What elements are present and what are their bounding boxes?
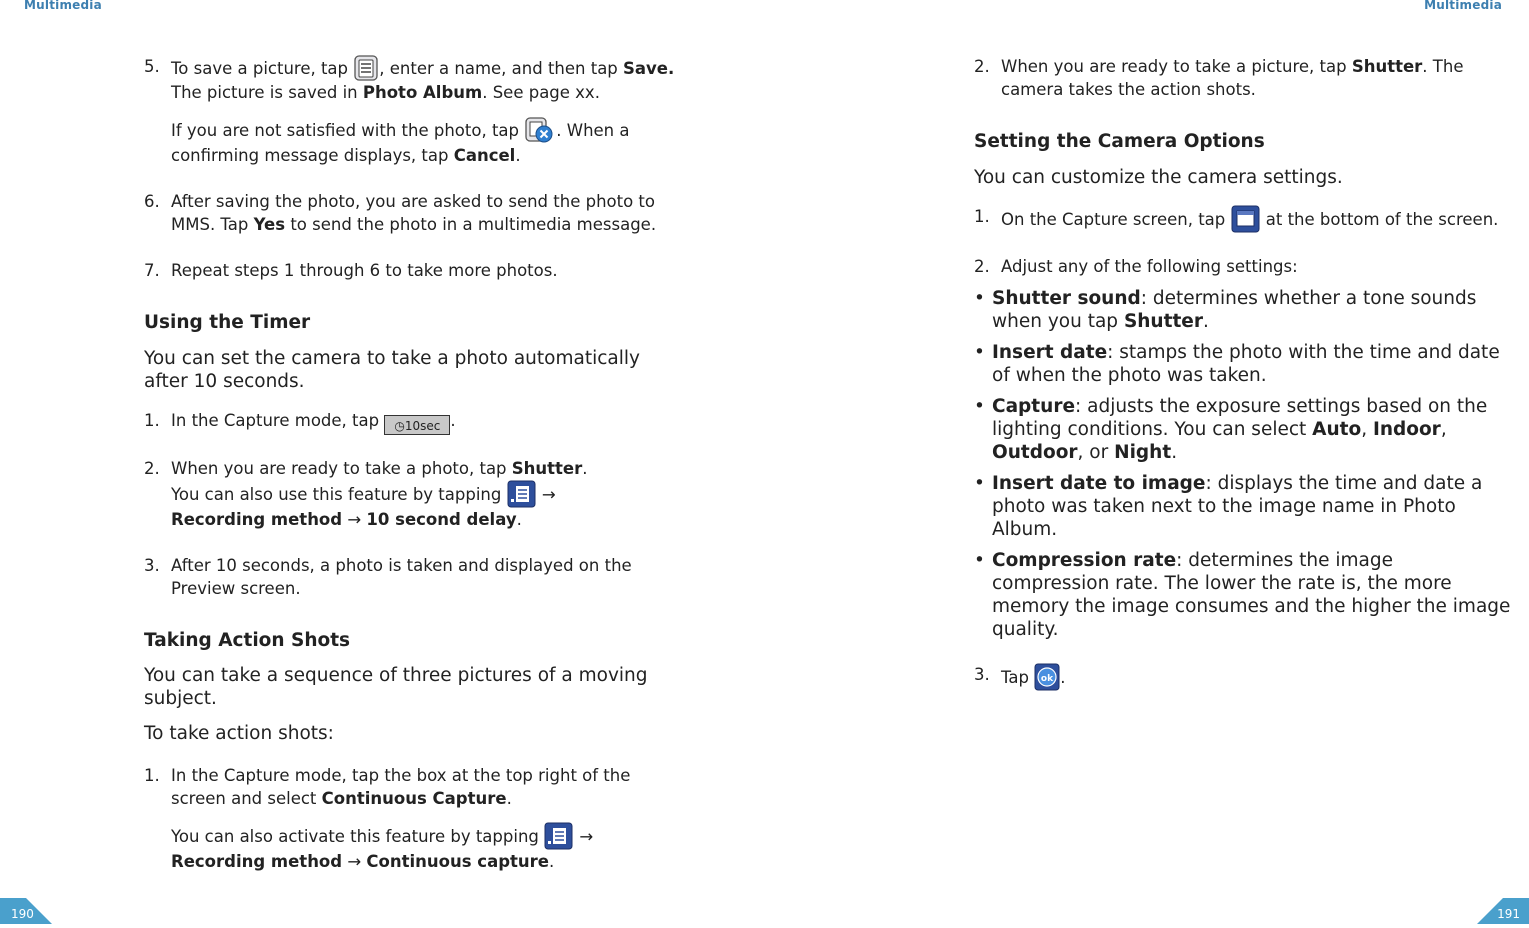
running-header-right: Multimedia — [1424, 0, 1502, 12]
step-text: . — [1060, 668, 1066, 687]
step-5-note — [144, 116, 684, 167]
step-number: 2. — [974, 57, 990, 76]
setting-insert-date-to-image — [974, 472, 1514, 541]
timer-10sec-icon: ◷10sec — [384, 415, 450, 435]
step-text: to send the photo in a multimedia message. — [285, 215, 657, 234]
step-text: . — [506, 789, 512, 808]
cancel-term: Cancel — [453, 146, 516, 165]
timer-step-3 — [144, 554, 684, 600]
setting-capture — [974, 395, 1514, 464]
setting-compression-rate — [974, 549, 1514, 641]
left-page-column — [144, 55, 684, 873]
bullet-glyph: • — [974, 342, 985, 363]
svg-text:ok: ok — [1041, 674, 1054, 684]
step-number: 2. — [974, 257, 990, 276]
save-term: Save. — [623, 59, 675, 78]
step-text: After 10 seconds, a photo is taken and displayed on the Preview screen. — [171, 556, 632, 598]
note-text: If you are not satisfied with the photo, tap — [171, 121, 525, 140]
options-step-2 — [974, 255, 1514, 278]
step-5 — [144, 55, 684, 104]
step-number: 3. — [144, 556, 160, 575]
yes-term: Yes — [253, 215, 286, 234]
arrow-glyph: → — [536, 485, 556, 504]
step-text: Tap — [1001, 668, 1035, 687]
note-text: . When a confirming message displays, tap — [171, 121, 630, 165]
bullet-text: , — [1440, 419, 1447, 440]
action-step-1-note — [144, 822, 684, 873]
bullet-text: . — [1202, 311, 1209, 332]
shutter-term: Shutter — [1123, 311, 1203, 332]
page-number-right: 191 — [1497, 907, 1520, 921]
step-text: When you are ready to take a picture, tap — [1001, 57, 1352, 76]
note-text: . — [515, 146, 521, 165]
bullet-text: : determines whether a tone sounds when you tap — [992, 288, 1477, 332]
step-number: 3. — [974, 665, 990, 684]
bullet-text: : adjusts the exposure settings based on the lighting conditions. You can select — [992, 396, 1488, 440]
settings-icon — [1231, 205, 1261, 233]
step-text: To save a picture, tap — [171, 59, 354, 78]
step-text: at the bottom of the screen. — [1260, 210, 1499, 229]
step-text: In the Capture mode, tap — [171, 411, 385, 430]
step-number: 1. — [144, 411, 160, 430]
step-number: 7. — [144, 261, 160, 280]
ok-icon — [1034, 663, 1060, 691]
step-number: 1. — [144, 766, 160, 785]
setting-shutter-sound — [974, 287, 1514, 333]
bullet-term: Compression rate — [992, 550, 1177, 571]
step-number: 5. — [144, 57, 160, 76]
shutter-term: Shutter — [1351, 57, 1423, 76]
step-text: When you are ready to take a photo, tap — [171, 459, 512, 478]
note-text: You can also activate this feature by tapping — [171, 827, 545, 846]
step-text: . The camera takes the action shots. — [1001, 57, 1464, 99]
auto-term: Auto — [1312, 419, 1362, 440]
timer-intro: You can set the camera to take a photo automatically after 10 seconds. — [144, 348, 640, 392]
bullet-term: Insert date — [992, 342, 1108, 363]
bullet-term: Insert date to image — [992, 473, 1206, 494]
bullet-glyph: • — [974, 550, 985, 571]
outdoor-term: Outdoor — [992, 442, 1078, 463]
camera-options-intro: You can customize the camera settings. — [974, 167, 1343, 188]
camera-options-heading: Setting the Camera Options — [974, 131, 1265, 152]
bullet-glyph: • — [974, 396, 985, 417]
indoor-term: Indoor — [1372, 419, 1441, 440]
step-text: . — [450, 411, 456, 430]
shutter-term: Shutter — [511, 459, 583, 478]
page-number-tab-right — [1477, 888, 1529, 924]
step-text: Adjust any of the following settings: — [1001, 257, 1298, 276]
night-term: Night — [1114, 442, 1172, 463]
options-step-3 — [974, 663, 1514, 691]
step-text: , enter a name, and then tap — [379, 59, 624, 78]
step-number: 6. — [144, 192, 160, 211]
arrow-glyph: → — [342, 852, 367, 871]
step-text: In the Capture mode, tap the box at the top right of the screen and select — [171, 766, 631, 808]
page-number-tab-left — [0, 888, 52, 924]
options-step-1 — [974, 205, 1514, 233]
continuous-capture-term: Continuous Capture — [321, 789, 507, 808]
step-text: On the Capture screen, tap — [1001, 210, 1231, 229]
bullet-term: Capture — [992, 396, 1075, 417]
right-page-column — [974, 55, 1514, 691]
bullet-text: . — [1171, 442, 1178, 463]
step-text: . See page xx. — [482, 83, 600, 102]
step-6 — [144, 190, 684, 236]
timer-icon-label: 10sec — [404, 419, 441, 433]
timer-step-2 — [144, 457, 684, 531]
step-number: 1. — [974, 207, 990, 226]
bullet-text: , — [1361, 419, 1373, 440]
timer-step-1 — [144, 409, 684, 435]
bullet-text: : stamps the photo with the time and date of when the photo was taken. — [992, 342, 1500, 386]
recording-method-term: Recording method — [171, 510, 343, 529]
menu-icon — [544, 822, 574, 850]
bullet-text: : displays the time and date a photo was taken next to the image name in Photo Album. — [992, 473, 1483, 540]
running-header-left: Multimedia — [24, 0, 102, 12]
action-shots-lead: To take action shots: — [144, 723, 334, 744]
bullet-glyph: • — [974, 288, 985, 309]
step-text: After saving the photo, you are asked to send the photo to MMS. Tap — [171, 192, 655, 234]
continuous-capture-term: Continuous capture — [366, 852, 549, 871]
page-number-left: 190 — [11, 907, 34, 921]
arrow-glyph: → — [342, 510, 367, 529]
step-text: . — [582, 459, 588, 478]
step-text: You can also use this feature by tapping — [171, 485, 507, 504]
bullet-text: : determines the image compression rate. The lower the rate is, the more memory the image consumes and the higher the image quality. — [992, 550, 1511, 640]
step-7 — [144, 259, 684, 282]
photo-album-term: Photo Album — [362, 83, 483, 102]
action-step-2 — [974, 55, 1514, 101]
recording-method-term: Recording method — [171, 852, 343, 871]
ten-second-delay-term: 10 second delay — [366, 510, 517, 529]
bullet-term: Shutter sound — [992, 288, 1141, 309]
action-shots-intro: You can take a sequence of three pictures of a moving subject. — [144, 665, 648, 709]
cancel-photo-icon — [524, 116, 556, 144]
bullet-glyph: • — [974, 473, 985, 494]
step-number: 2. — [144, 459, 160, 478]
step-text: . — [516, 510, 522, 529]
step-text: The picture is saved in — [171, 83, 363, 102]
timer-heading: Using the Timer — [144, 312, 311, 333]
arrow-glyph: → — [574, 827, 594, 846]
step-text: Repeat steps 1 through 6 to take more photos. — [171, 261, 558, 280]
setting-insert-date — [974, 341, 1514, 387]
save-icon — [353, 55, 379, 81]
bullet-text: , or — [1077, 442, 1115, 463]
menu-icon — [507, 480, 537, 508]
note-text: . — [549, 852, 555, 871]
action-step-1 — [144, 764, 684, 810]
action-shots-heading: Taking Action Shots — [144, 630, 351, 651]
